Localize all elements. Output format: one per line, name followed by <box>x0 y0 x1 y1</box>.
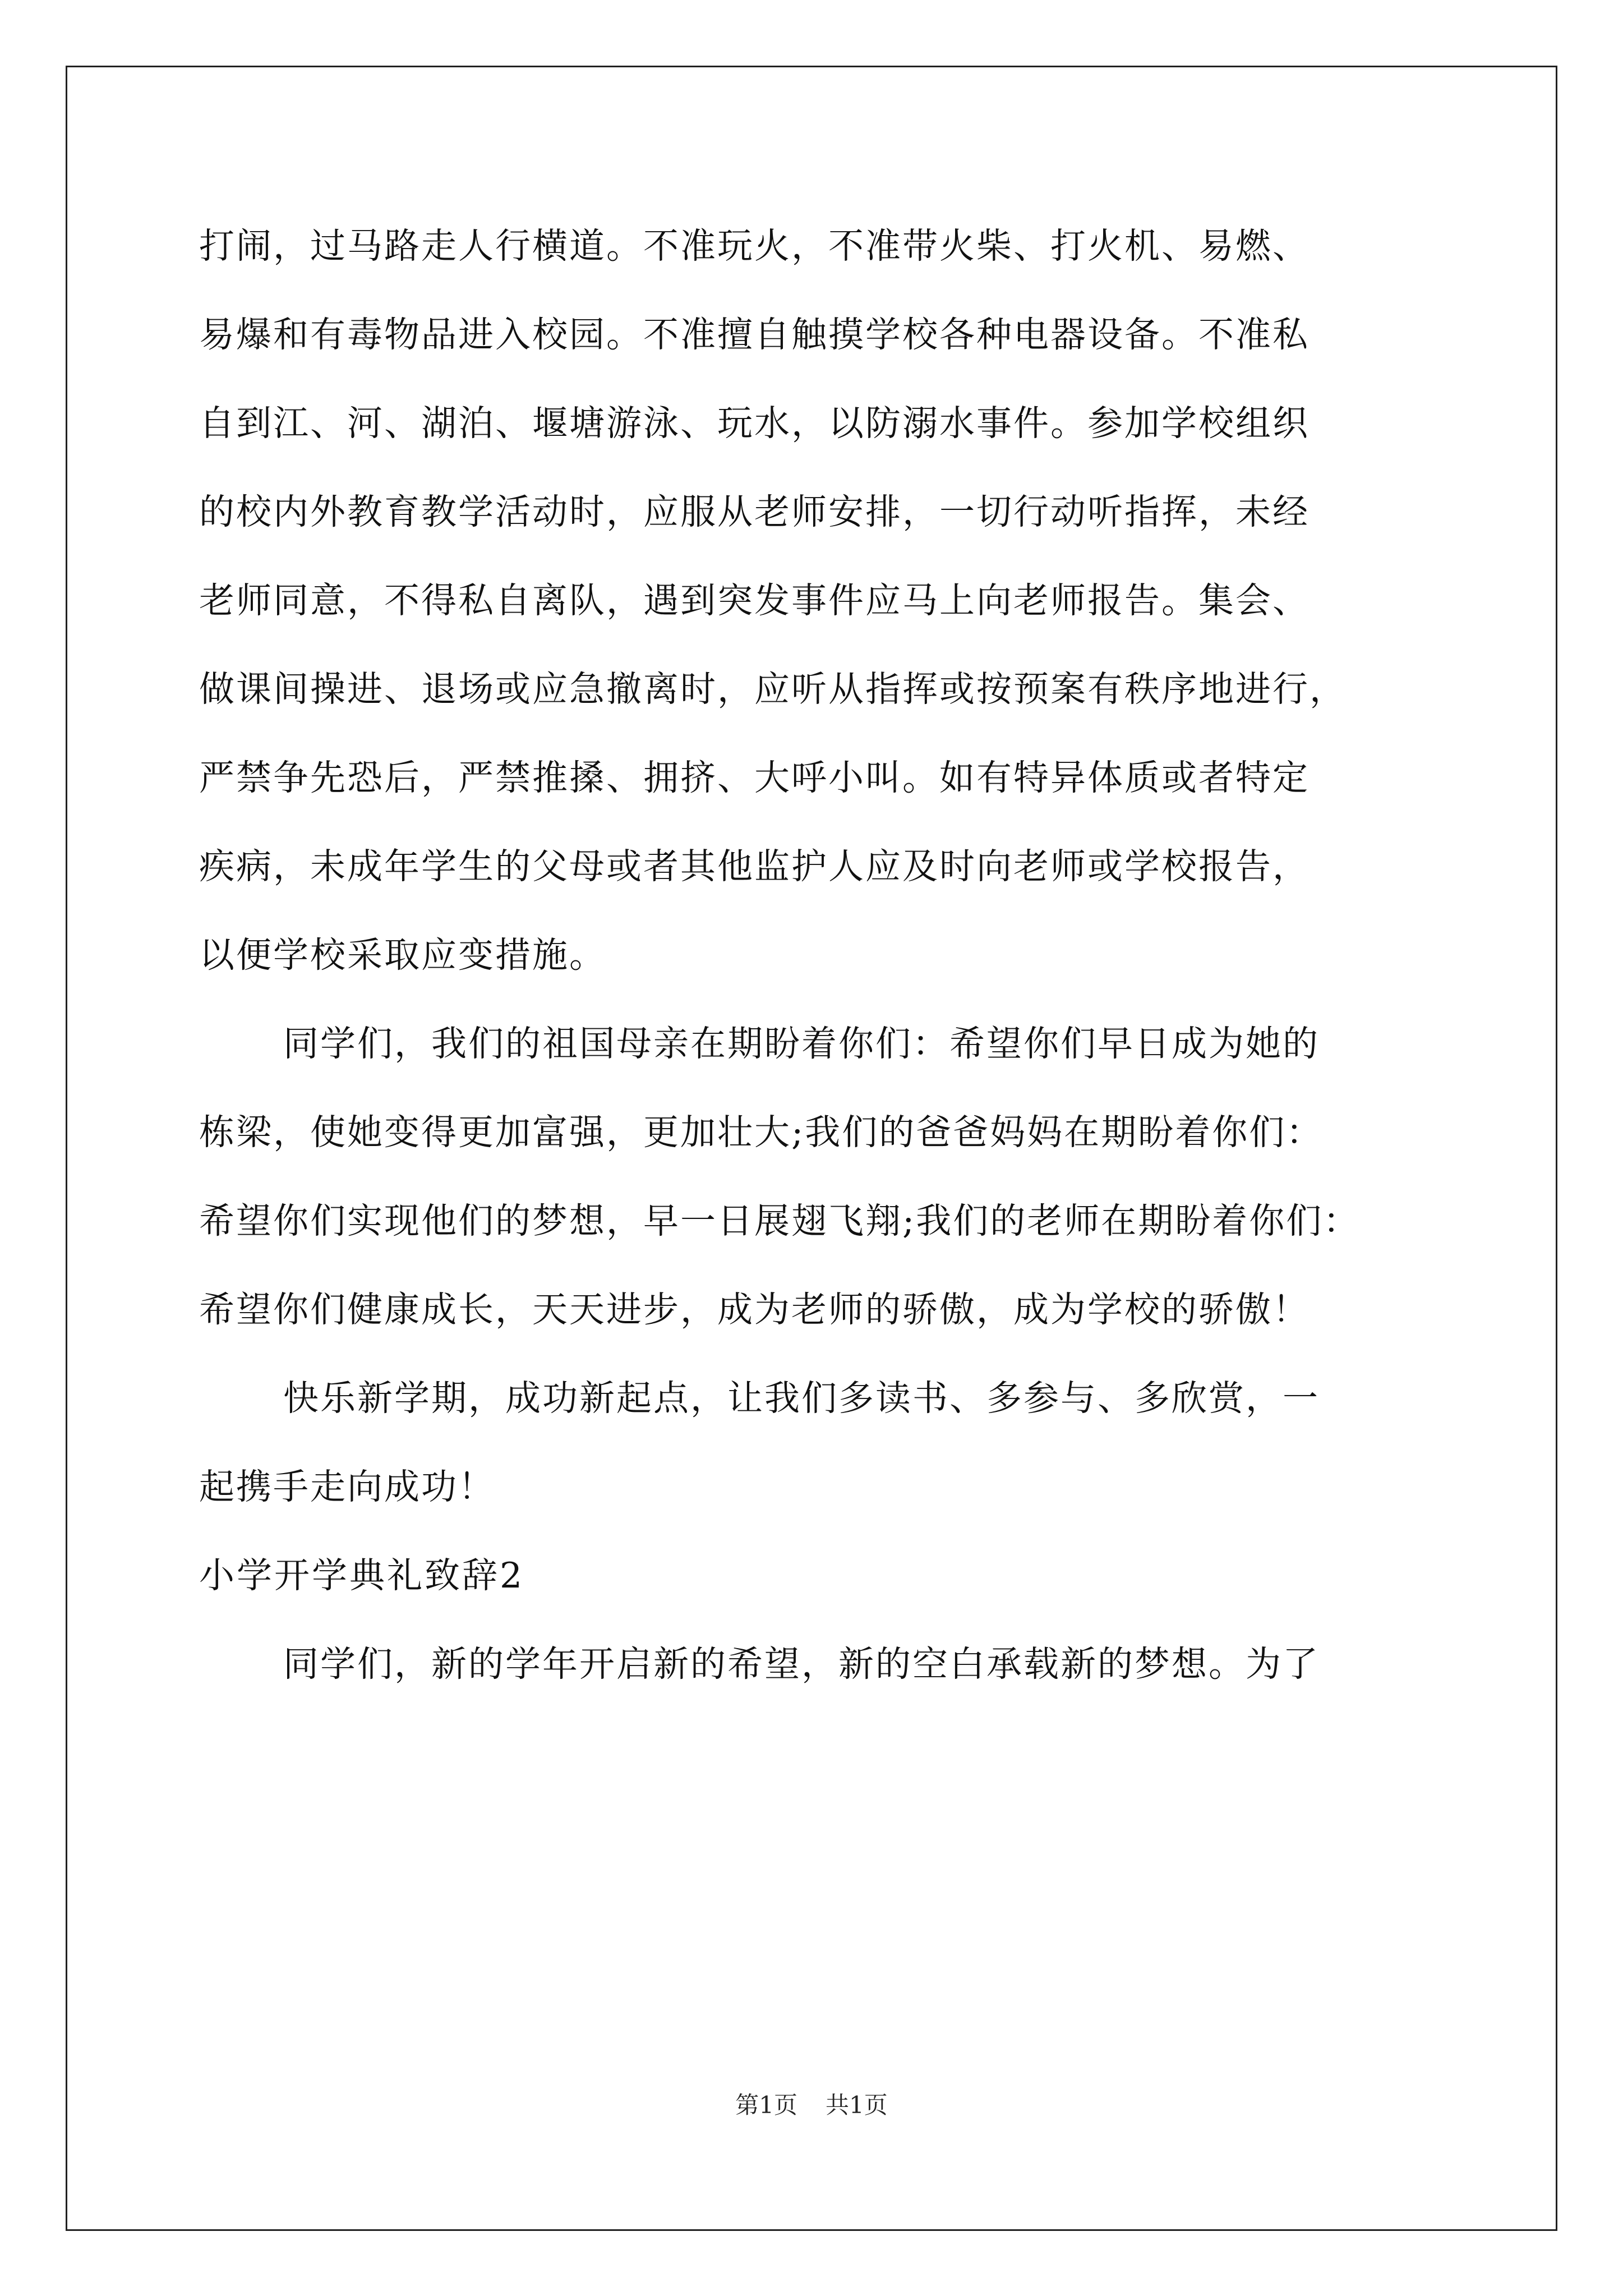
body-line: 疾病，未成年学生的父母或者其他监护人应及时向老师或学校报告， <box>199 846 1310 887</box>
paragraph-start-line: 快乐新学期，成功新起点，让我们多读书、多参与、多欣赏，一 <box>283 1378 1320 1419</box>
body-line: 希望你们健康成长，天天进步，成为老师的骄傲，成为学校的骄傲！ <box>199 1289 1310 1330</box>
document-body <box>199 202 1433 1709</box>
body-line: 栋梁，使她变得更加富强，更加壮大;我们的爸爸妈妈在期盼着你们： <box>199 1112 1324 1153</box>
page-number: 第1页 <box>735 2091 797 2119</box>
body-line: 以便学校采取应变措施。 <box>199 935 606 976</box>
paragraph-start-line: 同学们，我们的祖国母亲在期盼着你们：希望你们早日成为她的 <box>283 1023 1320 1064</box>
body-line: 严禁争先恐后，严禁推搡、拥挤、大呼小叫。如有特异体质或者特定 <box>199 757 1310 798</box>
body-line: 自到江、河、湖泊、堰塘游泳、玩水，以防溺水事件。参加学校组织 <box>199 403 1310 444</box>
section-heading: 小学开学典礼致辞2 <box>199 1555 525 1596</box>
body-line: 起携手走向成功！ <box>199 1466 495 1507</box>
paragraph-start-line: 同学们，新的学年开启新的希望，新的空白承载新的梦想。为了 <box>283 1644 1320 1685</box>
body-line: 做课间操进、退场或应急撤离时，应听从指挥或按预案有秩序地进行， <box>199 669 1347 710</box>
body-line: 老师同意，不得私自离队，遇到突发事件应马上向老师报告。集会、 <box>199 580 1310 621</box>
page-footer <box>0 2087 1623 2120</box>
body-line: 希望你们实现他们的梦想，早一日展翅飞翔;我们的老师在期盼着你们： <box>199 1200 1361 1241</box>
body-line: 易爆和有毒物品进入校园。不准擅自触摸学校各种电器设备。不准私 <box>199 314 1310 355</box>
body-line: 的校内外教育教学活动时，应服从老师安排，一切行动听指挥，未经 <box>199 491 1310 532</box>
body-line: 打闹，过马路走人行横道。不准玩火，不准带火柴、打火机、易燃、 <box>199 226 1310 266</box>
page-total: 共1页 <box>826 2091 888 2119</box>
